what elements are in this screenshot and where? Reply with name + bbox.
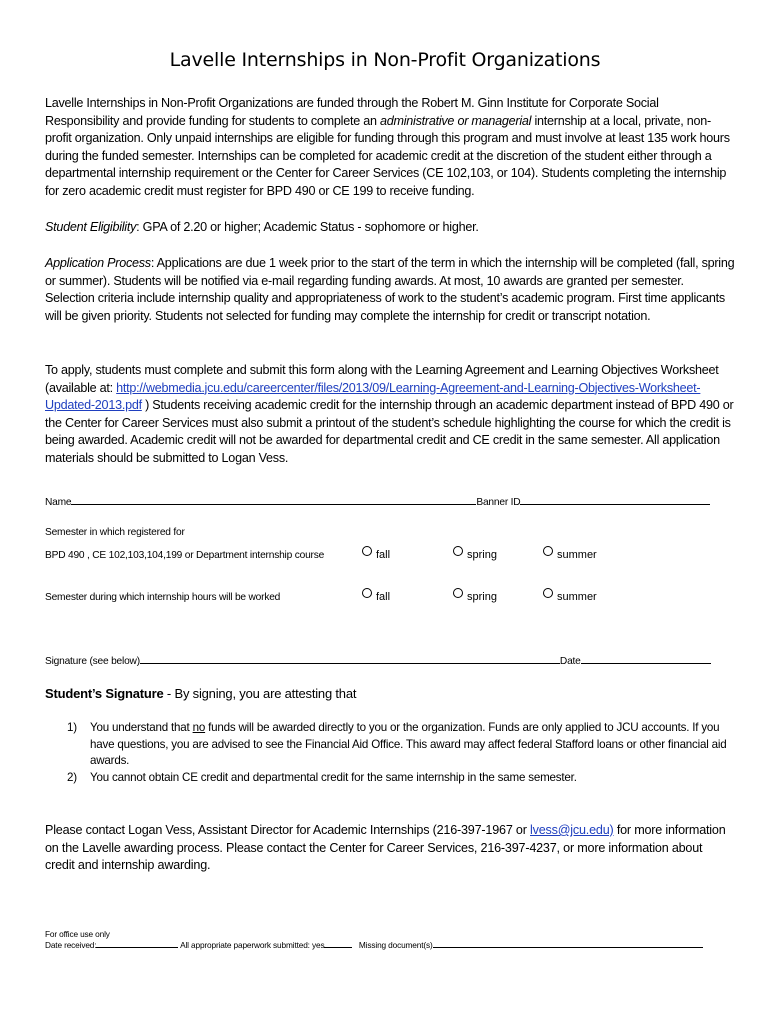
application-label: Application Process — [45, 256, 151, 270]
student-signature-title: Student’s Signature — [45, 686, 164, 701]
course-label: BPD 490 , CE 102,103,104,199 or Department internship course — [45, 550, 325, 561]
list-number: 1) — [67, 721, 77, 734]
item-text: You understand that — [90, 721, 193, 734]
option-label: fall — [376, 591, 391, 603]
date-label: Date — [559, 656, 581, 667]
worked-summer-radio[interactable] — [543, 590, 597, 603]
item-emphasis: no — [192, 721, 206, 734]
item-text: funds will be awarded directly to you or the organization. Funds are only applied to JCU accounts. If you have questions, you are advised to see the Financial Aid Office. This award may affect federal Stafford loans or other financial aid awards. — [90, 721, 727, 767]
banner-id-field[interactable] — [520, 495, 710, 505]
paperwork-label: All appropriate paperwork submitted: yes — [180, 940, 325, 950]
option-label: spring — [467, 549, 497, 561]
apply-text-a: To apply, students must complete and submit this form along with the Learning Agreement and Learning Objectives Worksheet (available at: — [45, 363, 719, 395]
course-fall-radio[interactable] — [362, 548, 390, 561]
paperwork-field[interactable] — [324, 940, 352, 948]
office-use-heading: For office use only — [45, 929, 110, 939]
name-row — [45, 495, 710, 508]
document-title: Lavelle Internships in Non-Profit Organizations — [169, 49, 601, 71]
semester-registered-label: Semester in which registered for — [45, 527, 185, 538]
signature-label: Signature (see below) — [45, 656, 140, 667]
worked-spring-radio[interactable] — [453, 590, 497, 603]
eligibility-label: Student Eligibility — [45, 220, 137, 234]
intro-text-a: Lavelle Internships in Non-Profit Organizations are funded through the Robert M. Ginn Institute for Corporate Social Responsibility and provide funding for students to complete an — [45, 96, 659, 128]
missing-label: Missing document(s) — [358, 940, 433, 950]
apply-paragraph — [45, 362, 735, 468]
student-signature-text: - By signing, you are attesting that — [163, 686, 357, 701]
signature-field[interactable] — [140, 654, 560, 664]
date-received-label: Date received: — [45, 940, 97, 950]
name-field[interactable] — [71, 495, 476, 505]
student-signature-heading — [45, 686, 356, 701]
apply-text-b: ) Students receiving academic credit for the internship through an academic department instead of BPD 490 or the Center for Career Services must also submit a printout of the student’s schedule highlighting the course for which the credit is being awarded. Academic credit will not be awarded for departmental credit and CE credit in the same semester. All application materials should be submitted to Logan Vess. — [45, 398, 734, 465]
date-field[interactable] — [581, 654, 711, 664]
item-text: You cannot obtain CE credit and departmental credit for the same internship in the same semester. — [90, 770, 577, 784]
contact-text-a: Please contact Logan Vess, Assistant Director for Academic Internships (216-397-1967 or — [45, 823, 531, 837]
attestation-list — [45, 720, 735, 786]
eligibility-text: : GPA of 2.20 or higher; Academic Status - sophomore or higher. — [136, 220, 479, 234]
course-summer-radio[interactable] — [543, 548, 597, 561]
option-label: spring — [467, 591, 497, 603]
date-received-field[interactable] — [96, 940, 178, 948]
list-item — [45, 770, 735, 787]
course-spring-radio[interactable] — [453, 548, 497, 561]
worked-label: Semester during which internship hours will be worked — [45, 592, 281, 603]
option-label: fall — [376, 549, 391, 561]
banner-id-label: Banner ID — [476, 497, 521, 508]
radio-circle-icon — [453, 546, 463, 556]
name-label: Name — [45, 497, 72, 508]
office-use-row — [45, 940, 703, 951]
worked-fall-radio[interactable] — [362, 590, 390, 603]
radio-circle-icon — [453, 588, 463, 598]
intro-paragraph — [45, 95, 735, 201]
radio-circle-icon — [543, 588, 553, 598]
worksheet-link[interactable]: http://webmedia.jcu.edu/careercenter/files/2013/09/Learning-Agreement-and-Learning-Objectives-Worksheet-Updated-2013.pdf — [45, 380, 701, 413]
intro-text-b: internship at a local, private, non-profit organization. Only unpaid internships are eligible for funding through this program and must involve at least 135 work hours during the funded semester. Internships can be completed for academic credit at the discretion of the student either through a departmental internship requirement or the Center for Career Services (CE 102,103, or 104). Students completing the internship for zero academic credit must register for BPD 490 or CE 199 to receive funding. — [45, 113, 730, 198]
signature-row — [45, 654, 711, 667]
option-label: summer — [557, 549, 597, 561]
contact-paragraph — [45, 822, 735, 875]
radio-circle-icon — [362, 546, 372, 556]
eligibility-paragraph — [45, 219, 735, 237]
intro-emphasis: administrative or managerial — [380, 113, 532, 128]
office-use-section — [45, 929, 703, 951]
missing-field[interactable] — [433, 940, 703, 948]
list-number: 2) — [67, 770, 77, 784]
radio-circle-icon — [362, 588, 372, 598]
contact-text-b: for more information on the Lavelle awarding process. Please contact the Center for Career Services, 216-397-4237, or more information about credit and internship awarding. — [45, 823, 726, 873]
email-link[interactable]: lvess@jcu.edu) — [530, 823, 614, 837]
list-item — [45, 720, 735, 770]
application-paragraph — [45, 255, 735, 325]
application-text: : Applications are due 1 week prior to the start of the term in which the internship will be completed (fall, spring or summer). Students will be notified via e-mail regarding funding awards. At most, 10 awards are granted per semester. Selection criteria include internship quality and appropriateness of work to the student’s academic program. First time applicants will be given priority. Students not selected for funding may complete the internship for credit or transcript notation. — [45, 256, 735, 323]
option-label: summer — [557, 591, 597, 603]
radio-circle-icon — [543, 546, 553, 556]
